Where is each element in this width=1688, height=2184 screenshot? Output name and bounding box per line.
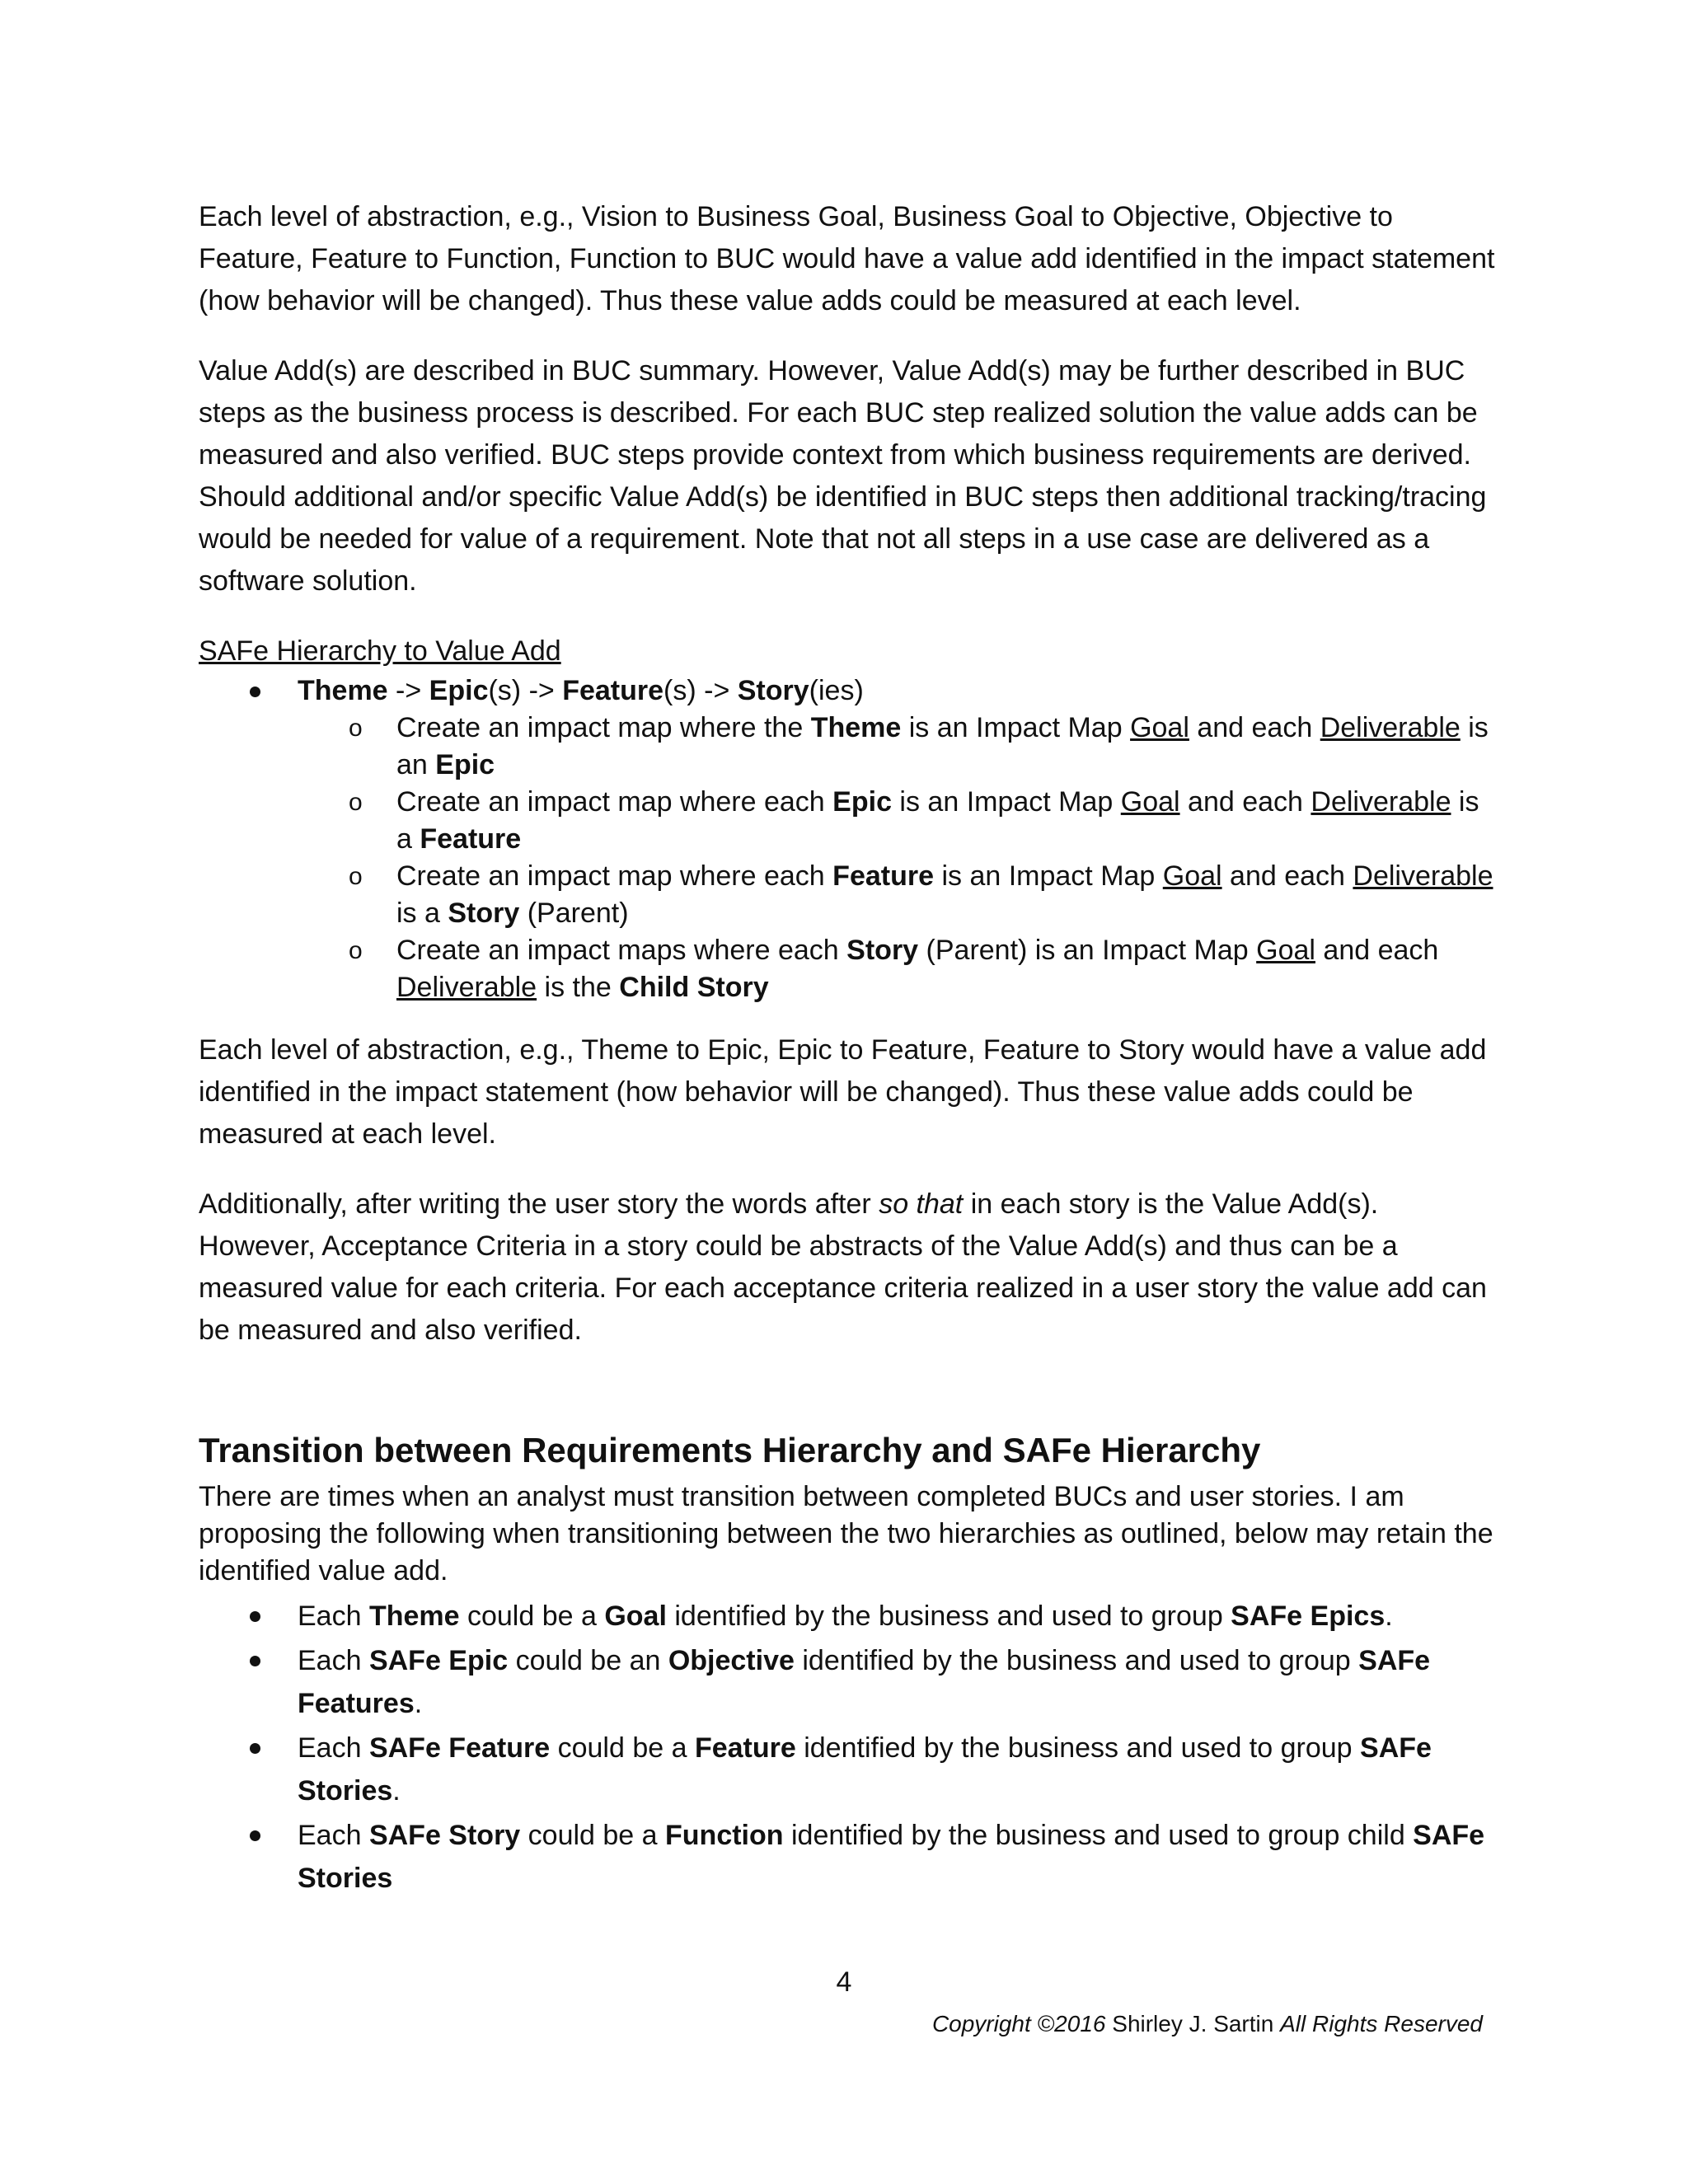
term-theme: Theme: [298, 675, 388, 706]
circle-bullet-icon: o: [349, 937, 363, 964]
paragraph-transition-intro: There are times when an analyst must transition between completed BUCs and user stories. I am proposing the following when transitioning between the two hierarchies as outlined, below may retain the identified value add.: [199, 1481, 1493, 1586]
circle-bullet-icon: o: [349, 789, 363, 816]
bold-term: Story: [846, 935, 919, 966]
bold-term: Epic: [435, 749, 495, 780]
text: could be a: [520, 1820, 666, 1851]
safe-hierarchy-label: [199, 630, 1501, 673]
bold-term: SAFe Epic: [368, 1645, 509, 1676]
bullet-icon: [250, 1743, 260, 1754]
text: Create an impact maps where each: [396, 935, 847, 966]
suffix-text: (s) ->: [663, 675, 738, 706]
underlined-term: Goal: [1256, 935, 1315, 966]
list-item: [298, 1727, 1501, 1812]
underlined-term: Deliverable: [1353, 860, 1493, 892]
copyright-prefix: Copyright ©2016: [931, 2011, 1106, 2036]
page-content: [199, 196, 1501, 1901]
text: identified by the business and used to group: [794, 1645, 1359, 1676]
term-epic: Epic: [429, 675, 489, 706]
text: is an Impact Map: [891, 786, 1121, 818]
text: Additionally, after writing the user story the words after: [199, 1188, 879, 1220]
text: and each: [1189, 712, 1320, 743]
bold-term: Goal: [604, 1601, 667, 1632]
bold-term: SAFe Feature: [368, 1732, 551, 1764]
text: and each: [1315, 935, 1439, 966]
bold-term: SAFe Epics: [1231, 1601, 1386, 1632]
text: .: [414, 1688, 423, 1719]
underlined-term: Goal: [1130, 712, 1189, 743]
text: could be a: [459, 1601, 605, 1632]
impact-map-sublist: [298, 710, 1501, 1006]
bold-term: SAFe Stories: [298, 1732, 1432, 1807]
bold-term: Feature: [420, 823, 522, 855]
copyright-rights: All Rights Reserved: [1280, 2011, 1483, 2036]
underlined-term: Goal: [1162, 860, 1222, 892]
bullet-icon: [250, 1611, 260, 1622]
list-item: [298, 1639, 1501, 1725]
text: (Parent): [519, 898, 629, 929]
text: in each story is the Value Add(s). However, Acceptance Criteria in a story could be abstracts of the Value Add(s) and thus can be a measured value for each criteria. For each acceptance criteria realized in a user story the value add can be measured and also verified.: [199, 1188, 1487, 1346]
bullet-icon: [250, 687, 260, 697]
text: is a: [396, 898, 448, 929]
list-item: [349, 710, 1501, 784]
circle-bullet-icon: o: [349, 863, 363, 890]
paragraph-value-add-buc: Value Add(s) are described in BUC summary. However, Value Add(s) may be further described in BUC steps as the business process is described. For each BUC step realized solution the value adds can be measured and also verified. BUC steps provide context from which business requirements are derived. Should additional and/or specific Value Add(s) be identified in BUC steps then additional tracking/tracing would be needed for value of a requirement. Note that not all steps in a use case are delivered as a software solution.: [199, 355, 1487, 597]
list-item: [349, 784, 1501, 858]
text: identified by the business and used to group: [795, 1732, 1361, 1764]
transition-list: [199, 1595, 1501, 1900]
safe-hierarchy-list: [199, 673, 1501, 1006]
text: Create an impact map where each: [396, 860, 833, 892]
bold-term: Epic: [832, 786, 892, 818]
bold-term: Feature: [832, 860, 934, 892]
underlined-term: Deliverable: [1311, 786, 1451, 818]
text: Each: [298, 1601, 369, 1632]
list-item: [298, 673, 1501, 1006]
text: Each: [298, 1820, 369, 1851]
text: and each: [1179, 786, 1311, 818]
bold-term: Objective: [668, 1645, 795, 1676]
list-item: [349, 858, 1501, 932]
bullet-icon: [250, 1830, 260, 1841]
text: (Parent) is an Impact Map: [918, 935, 1257, 966]
underlined-term: Deliverable: [396, 972, 537, 1003]
page-number: 4: [836, 1966, 852, 1998]
arrow-text: ->: [387, 675, 429, 706]
copyright-notice: [932, 2011, 1483, 2037]
text: is a: [396, 786, 1479, 855]
spacer: [199, 1380, 1501, 1427]
text: could be an: [508, 1645, 668, 1676]
text: is an Impact Map: [901, 712, 1131, 743]
bullet-icon: [250, 1656, 260, 1666]
text: is an Impact Map: [934, 860, 1163, 892]
text: is the: [537, 972, 620, 1003]
list-item: [298, 1814, 1501, 1900]
text: .: [1385, 1601, 1393, 1632]
bold-term: Feature: [694, 1732, 796, 1764]
bold-term: Function: [665, 1820, 784, 1851]
bold-term: Theme: [368, 1601, 460, 1632]
text: identified by the business and used to group: [666, 1601, 1231, 1632]
section-heading-transition: Transition between Requirements Hierarchy and SAFe Hierarchy: [199, 1431, 1261, 1469]
underlined-term: Deliverable: [1320, 712, 1461, 743]
text: Each: [298, 1732, 369, 1764]
list-item: [298, 1595, 1501, 1638]
term-feature: Feature: [562, 675, 664, 706]
paragraph-safe-abstraction: Each level of abstraction, e.g., Theme to Epic, Epic to Feature, Feature to Story would have a value add identified in the impact statement (how behavior will be changed). Thus these value adds could be measured at each level.: [199, 1034, 1487, 1150]
text: Each: [298, 1645, 369, 1676]
bold-term: Story: [448, 898, 520, 929]
text: is an: [396, 712, 1489, 780]
spacer: [199, 1006, 1501, 1029]
list-item: [349, 932, 1501, 1006]
underlined-term: Goal: [1120, 786, 1180, 818]
text: and each: [1221, 860, 1353, 892]
bold-term: Theme: [810, 712, 902, 743]
safe-hierarchy-label-text: SAFe Hierarchy to Value Add: [199, 635, 561, 667]
copyright-author: Shirley J. Sartin: [1105, 2011, 1281, 2036]
bold-term: SAFe Story: [368, 1820, 521, 1851]
text: identified by the business and used to group child: [783, 1820, 1414, 1851]
circle-bullet-icon: o: [349, 715, 363, 742]
emphasis-so-that: so that: [879, 1188, 964, 1220]
text: .: [392, 1775, 401, 1807]
text: could be a: [550, 1732, 695, 1764]
text: Create an impact map where each: [396, 786, 833, 818]
paragraph-abstraction-levels: Each level of abstraction, e.g., Vision to Business Goal, Business Goal to Objective, Objective to Feature, Feature to Function, Function to BUC would have a value add identified in the impact statement (how behavior will be changed). Thus these value adds could be measured at each level.: [199, 201, 1495, 316]
suffix-text: (ies): [809, 675, 864, 706]
bold-term: Child Story: [619, 972, 769, 1003]
bold-term: SAFe Features: [298, 1645, 1431, 1719]
paragraph-user-story-value: [199, 1183, 1501, 1352]
term-story: Story: [737, 675, 809, 706]
suffix-text: (s) ->: [488, 675, 563, 706]
text: Create an impact map where the: [396, 712, 811, 743]
bold-term: SAFe Stories: [298, 1820, 1485, 1894]
